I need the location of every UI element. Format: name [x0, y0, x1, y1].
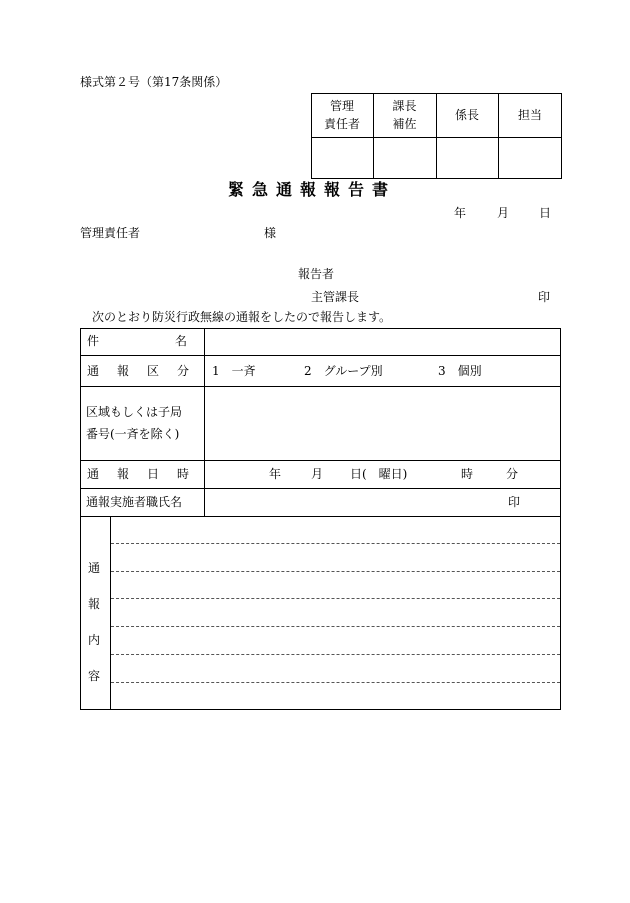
reporter-label: 報告者: [298, 267, 335, 281]
case-name-field[interactable]: [205, 329, 560, 355]
area-label-line1: 区域もしくは子局: [86, 405, 183, 419]
addressee-label: 管理責任者: [80, 226, 141, 240]
case-name-label: 件名: [87, 334, 264, 348]
approval-stamp-cell[interactable]: [374, 138, 436, 178]
area-field[interactable]: [205, 387, 560, 460]
approval-stamp-cell[interactable]: [312, 138, 373, 178]
category-option-all[interactable]: 1 一斉: [212, 364, 256, 378]
category-option-group[interactable]: 2 グループ別: [304, 364, 383, 378]
form-number: 様式第２号（第17条関係）: [80, 75, 228, 89]
date-year: 年: [454, 206, 467, 220]
row-divider: [80, 355, 561, 356]
addressee-honorific: 様: [264, 226, 277, 240]
content-field[interactable]: [111, 517, 560, 709]
category-option-individual[interactable]: 3 個別: [438, 364, 482, 378]
datetime-minute: 分: [506, 467, 519, 481]
datetime-month: 月: [311, 467, 324, 481]
executor-field[interactable]: [205, 489, 495, 516]
approval-header-section-chief: 係長: [454, 108, 479, 122]
datetime-year: 年: [269, 467, 282, 481]
date-month: 月: [497, 206, 510, 220]
approval-header-manager: 管理 責任者: [323, 99, 360, 131]
reporter-seal: 印: [538, 290, 551, 304]
datetime-hour: 時: [461, 467, 474, 481]
content-label: 通報内容: [88, 561, 101, 683]
approval-stamp-cell[interactable]: [499, 138, 561, 178]
datetime-label: 通報日時: [87, 467, 208, 481]
reporter-role: 主管課長: [311, 290, 360, 304]
approval-header-assistant-chief: 課長 補佐: [392, 99, 417, 131]
approval-header-staff: 担当: [517, 108, 542, 122]
approval-stamp-cell[interactable]: [437, 138, 498, 178]
executor-label: 通報実施者職氏名: [86, 495, 183, 509]
datetime-day-weekday: 日( 曜日): [350, 467, 408, 481]
area-label-line2: 番号(一斉を除く): [86, 427, 180, 441]
row-divider: [80, 460, 561, 461]
date-day: 日: [539, 206, 552, 220]
executor-seal: 印: [508, 495, 521, 509]
category-label: 通報区分: [87, 364, 208, 378]
intro-text: 次のとおり防災行政無線の通報をしたので報告します。: [92, 310, 392, 324]
document-title: 緊急通報報告書: [228, 180, 397, 199]
